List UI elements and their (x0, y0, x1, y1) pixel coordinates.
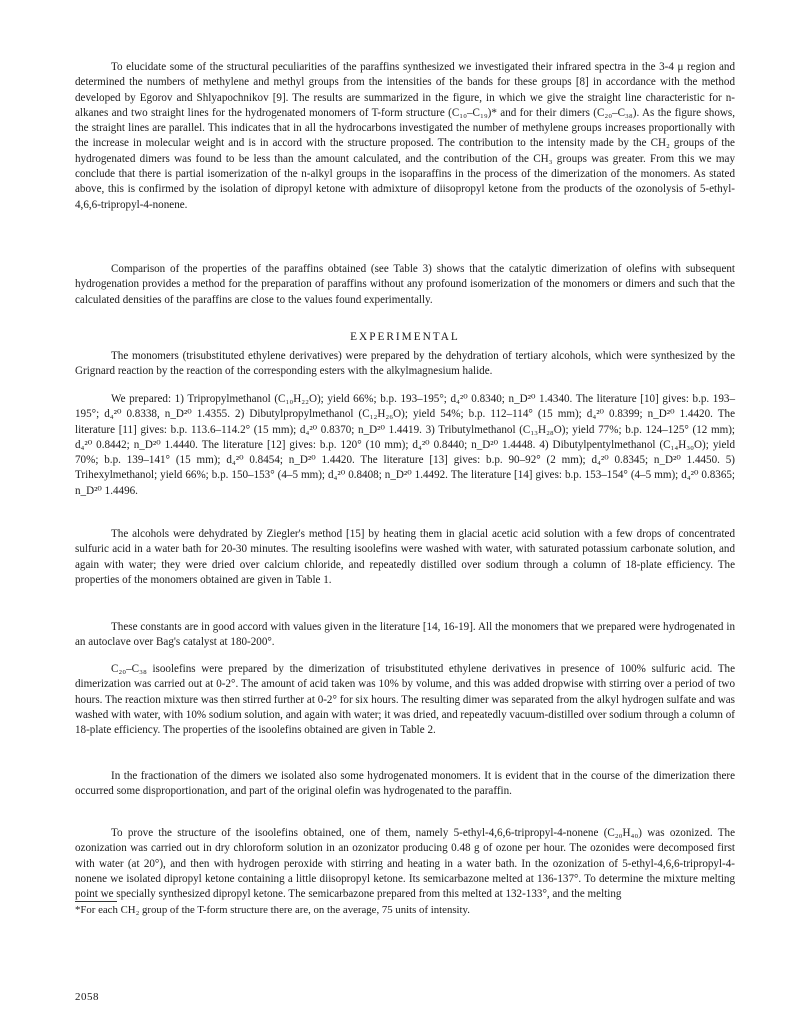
footnote-rule (75, 901, 117, 902)
paragraph-constants: These constants are in good accord with values given in the literature [14, 16-19]. All the monomers that we prepared were hydrogenated in an autoclave over Bag's catalyst at 180-200°. (75, 621, 735, 649)
footnote: *For each CH₂ group of the T-form structure there are, on the average, 75 units of intensity. (75, 904, 470, 916)
paragraph-ir-spectra: To elucidate some of the structural peculiarities of the paraffins synthesized we investigated their infrared spectra in the 3-4 μ region and determined the numbers of methylene and methyl groups from the intensities of the bands for these groups [8] in accordance with the method developed by Egorov and Shlyapochnikov [9]. The results are summarized in the figure, in which we give the straight line characteristic for n-alkanes and two straight lines for the hydrogenated monomers of T-form structure (C₁₀–C₁₉)* and for their dimers (C₂₀–C₃₈). As the figure shows, the straight lines are parallel. This indicates that in all the hydrocarbons investigated the number of methylene groups increases proportionally with the increase in molecular weight and is in accord with the structure proposed. The contribution to the intensity made by the CH₂ groups of the hydrogenated dimers was found to be less than the amount calculated, and the contribution of the CH₃ groups was greater. From this we may conclude that there is partial isomerization of the n-alkyl groups in the isoparaffins in the process of the dimerization of the monomers. As stated above, this is confirmed by the isolation of dipropyl ketone with admixture of diisopropyl ketone from the products of the ozonolysis of 5-ethyl-4,6,6-tripropyl-4-nonene. (75, 61, 735, 211)
section-heading-experimental: EXPERIMENTAL (350, 331, 460, 343)
paragraph-dehydration: The alcohols were dehydrated by Ziegler's method [15] by heating them in glacial acetic acid solution with a few drops of concentrated sulfuric acid in a water bath for 20-30 minutes. The resulting isoolefins were washed with water, with saturated potassium carbonate solution, and again with water; they were dried over calcium chloride, and repeatedly distilled over sodium through a column of 18-plate efficiency. The properties of the monomers obtained are given in Table 1. (75, 528, 735, 586)
paragraph-dimerization: C₂₀–C₃₈ isoolefins were prepared by the dimerization of trisubstituted ethylene derivatives in presence of 100% sulfuric acid. The dimerization was carried out at 0-2°. The amount of acid taken was 10% by volume, and this was added dropwise with stirring over a period of two hours. The reaction mixture was then stirred further at 0-2° for six hours. The resulting dimer was separated from the alkyl hydrogen sulfate and was washed with water, with 10% sodium solution, and again with water; it was dried, and repeatedly vacuum-distilled over sodium through a column of 18-plate efficiency. The properties of the isoolefins obtained are given in Table 2. (75, 663, 735, 737)
paragraph-preparations: We prepared: 1) Tripropylmethanol (C₁₀H₂₂O); yield 66%; b.p. 193–195°; d₄²⁰ 0.8340; n_D²⁰ 1.4340. The literature [10] gives: b.p. 193–195°; d₄²⁰ 0.8338, n_D²⁰ 1.4355. 2) Dibutylpropylmethanol (C₁₂H₂₆O); yield 54%; b.p. 112–114° (15 mm); d₄²⁰ 0.8399; n_D²⁰ 1.4420. The literature [11] gives: b.p. 113.6–114.2° (15 mm); d₄²⁰ 0.8370; n_D²⁰ 1.4419. 3) Tributylmethanol (C₁₃H₂₈O); yield 77%; b.p. 124–125° (12 mm); d₄²⁰ 0.8442; n_D²⁰ 1.4440. The literature [12] gives: b.p. 120° (10 mm); d₄²⁰ 0.8440; n_D²⁰ 1.4448. 4) Dibutylpentylmethanol (C₁₄H₃₀O); yield 70%; b.p. 139–141° (15 mm); d₄²⁰ 0.8454; n_D²⁰ 1.4420. The literature [13] gives: b.p. 90–92° (2 mm); d₄²⁰ 0.8345; n_D²⁰ 1.4450. 5) Trihexylmethanol; yield 66%; b.p. 150–153° (4–5 mm); d₄²⁰ 0.8408; n_D²⁰ 1.4492. The literature [14] gives: b.p. 153–154° (4–5 mm); d₄²⁰ 0.8365; n_D²⁰ 1.4496. (75, 393, 735, 497)
paragraph-fractionation: In the fractionation of the dimers we isolated also some hydrogenated monomers. It is evident that in the course of the dimerization there occurred some disproportionation, and part of the original olefin was hydrogenated to the paraffin. (75, 770, 735, 798)
paragraph-comparison: Comparison of the properties of the paraffins obtained (see Table 3) shows that the catalytic dimerization of olefins with subsequent hydrogenation provides a method for the preparation of paraffins without any profound isomerization of the monomers or dimers and such that the calculated densities of the paraffins are close to the values found experimentally. (75, 263, 735, 306)
paragraph-ozonization: To prove the structure of the isoolefins obtained, one of them, namely 5-ethyl-4,6,6-tripropyl-4-nonene (C₂₀H₄₀) was ozonized. The ozonization was carried out in dry chloroform solution in an ozonizator producing 0.48 g of ozone per hour. The ozonides were decomposed first with water (at 20°), and then with hydrogen peroxide with stirring and heating in a water bath. In the ozonization of 5-ethyl-4,6,6-tripropyl-4-nonene we isolated dipropyl ketone containing a little diisopropyl ketone. Its semicarbazone melted at 136-137°. To determine the mixture melting point we specially synthesized dipropyl ketone. The semicarbazone prepared from this melted at 132-133°, and the melting (75, 827, 735, 901)
page-number: 2058 (75, 991, 99, 1003)
paragraph-monomers: The monomers (trisubstituted ethylene derivatives) were prepared by the dehydration of tertiary alcohols, which were synthesized by the Grignard reaction by the reaction of the corresponding esters with the alkylmagnesium halide. (75, 350, 735, 378)
